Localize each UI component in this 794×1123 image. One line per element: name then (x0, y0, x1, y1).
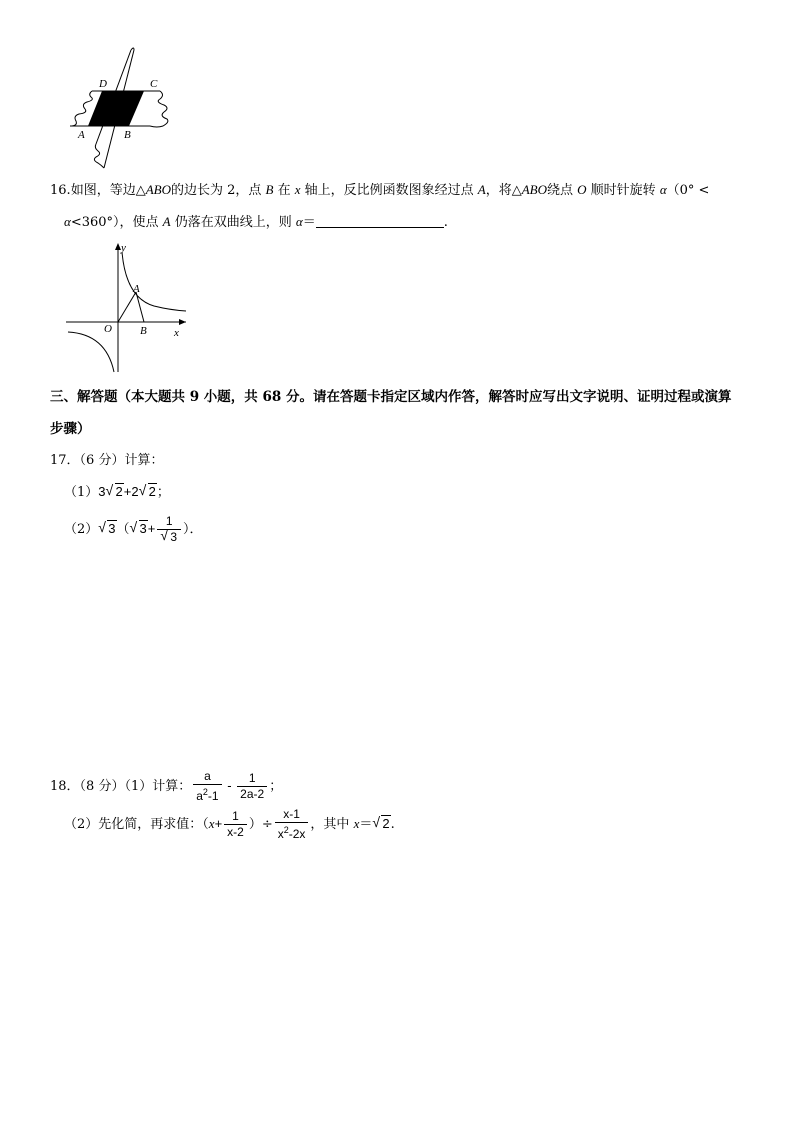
sqrt: √ 2 (105, 482, 123, 499)
question-17-part-1 (64, 483, 170, 502)
label-C: C (150, 78, 158, 90)
math-var: α (659, 182, 667, 197)
part-label: （2）先化简，再求值：（ (64, 817, 209, 832)
section-3-title-line-2: 步骤） (50, 421, 91, 437)
math-var: ABO (145, 182, 171, 197)
triangle-side-AB (136, 292, 144, 322)
punctuation: . (390, 817, 395, 832)
question-18-part-1 (50, 766, 282, 807)
operator: ）÷ (248, 817, 273, 832)
operator: - (223, 778, 236, 793)
part-label: （2） (64, 522, 99, 537)
punctuation: ）． (183, 522, 203, 537)
text: 在 (273, 183, 295, 198)
text: 仍落在双曲线上，则 (170, 215, 296, 230)
math-var: A (477, 182, 486, 197)
sqrt: √ 2 (138, 482, 156, 499)
sqrt: √ 2 (372, 814, 390, 831)
answer-blank[interactable] (316, 214, 444, 228)
wavy-edge-left (70, 91, 92, 126)
label-x: x (174, 327, 179, 339)
label-y: y (121, 242, 126, 254)
label-B: B (124, 129, 131, 141)
sqrt: √ 3 (98, 519, 116, 536)
question-16-line-1 (50, 181, 709, 200)
question-17-header: 17．（6 分）计算： (50, 453, 164, 468)
label-O: O (104, 323, 112, 335)
operator: + (214, 816, 223, 831)
text: 轴上，反比例函数图象经过点 (300, 183, 478, 198)
math-var: x (294, 182, 301, 197)
figure-15-parallelogram (64, 44, 184, 172)
hyperbola-branch-1 (122, 252, 186, 311)
math-var: α (64, 214, 71, 229)
fraction-1-over-2a-2: $\frac{1}{2a-2}$ (237, 771, 267, 802)
wavy-edge-lower (94, 144, 104, 168)
question-number: 16. (50, 183, 71, 198)
part-label: （1） (64, 485, 99, 500)
math-var: α (295, 214, 303, 229)
triangle-side-OA (118, 292, 136, 322)
question-18-part-2 (64, 804, 395, 845)
fraction: 1 √ 3 (157, 514, 181, 545)
fraction-x-1-over-x2-2x: $\frac{x-1}{x^2-2x}$ (275, 807, 309, 842)
text: ＝ (302, 215, 316, 230)
text: ，其中 (310, 817, 354, 832)
x-axis-arrow (179, 319, 186, 325)
section-3-title-line-1: 三、解答题（本大题共 9 小题，共 68 分。请在答题卡指定区域内作答，解答时应写出文字说明、证明过程或演算 (50, 389, 732, 405)
figure-16-hyperbola (62, 238, 192, 376)
math-var: x (353, 816, 360, 831)
sqrt: √ 3 (129, 519, 147, 536)
coefficient: 3 (98, 484, 106, 499)
question-17-part-2 (64, 512, 203, 547)
math-var: B (265, 182, 274, 197)
fraction-1-over-x-2: $\frac{1}{x-2}$ (224, 809, 247, 840)
operator: ＝ (359, 817, 373, 832)
wavy-edge-right (150, 91, 168, 127)
operator: + (147, 521, 156, 536)
label-A: A (133, 283, 140, 295)
math-var: ABO (521, 182, 548, 197)
text: 的边长为 2，点 (170, 183, 266, 198)
text: <360°），使点 (70, 215, 163, 230)
fraction-a-over-a2-1: $\frac{a}{a^2-1}$ (193, 769, 221, 804)
question-header: 18．（8 分）（1）计算： (50, 779, 192, 794)
label-B: B (140, 325, 147, 337)
math-var: x (208, 816, 215, 831)
text: 绕点 (547, 183, 578, 198)
text: . (443, 215, 448, 230)
text: 如图，等边△ (70, 183, 146, 198)
label-A: A (78, 129, 85, 141)
text: ，将△ (485, 183, 522, 198)
punctuation: ； (269, 779, 283, 794)
math-var: A (162, 214, 171, 229)
hyperbola-branch-2 (68, 332, 114, 372)
label-D: D (99, 78, 107, 90)
punctuation: （ (116, 522, 130, 537)
math-var: O (577, 182, 587, 197)
punctuation: ； (156, 485, 170, 500)
operator: +2 (123, 484, 139, 499)
text: （0° < (666, 183, 710, 198)
wavy-edge-top (131, 48, 134, 50)
text: 顺时针旋转 (586, 183, 660, 198)
question-16-line-2 (64, 213, 448, 232)
